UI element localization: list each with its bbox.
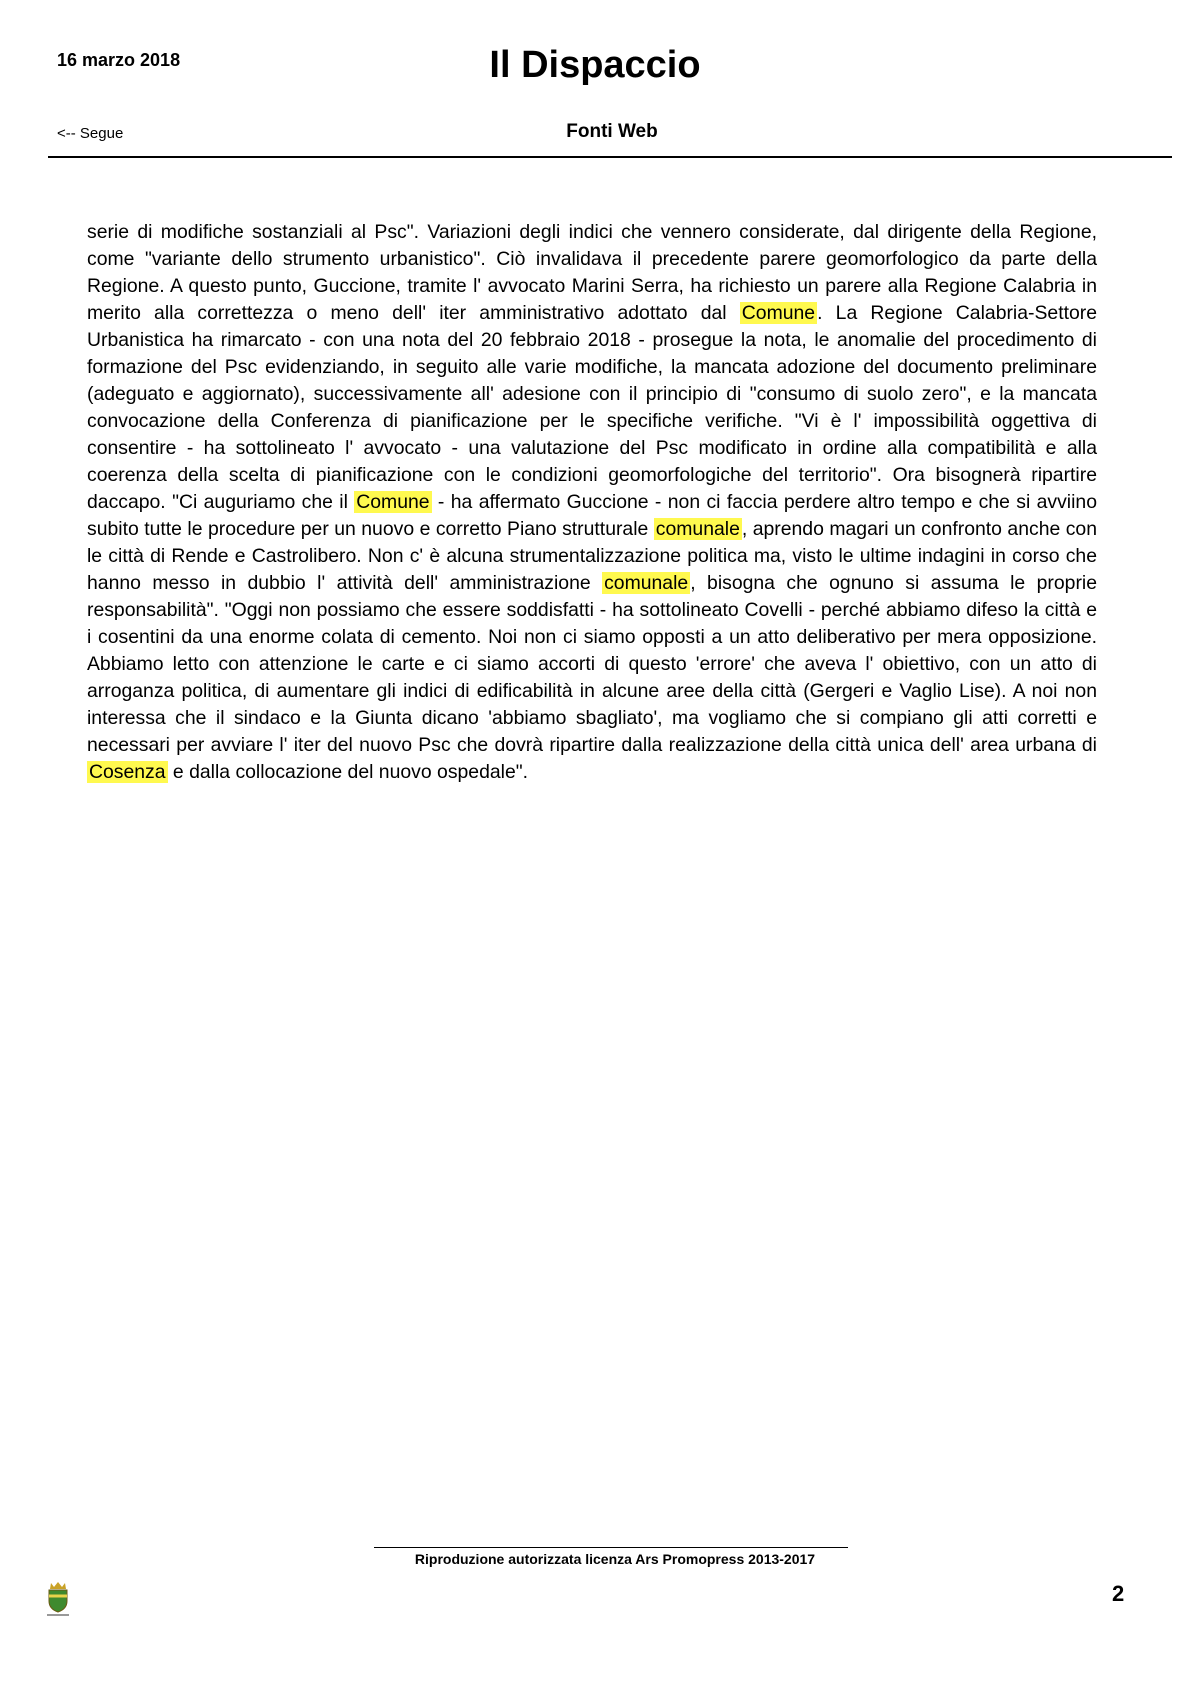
highlighted-keyword: Comune [356, 491, 430, 513]
highlighted-keyword: Comune [741, 302, 816, 324]
header-divider [48, 156, 1172, 158]
article-text: serie di modifiche sostanziali al Psc". Variazioni degli indici che vennero considerate, dal dirigente della Regione, come "variante dello strumento urbanistico". Ciò invalidava il precedente parere geomorfologico da parte della Regione. A questo punto, Guccione, tramite l' avvocato Marini Serra, ha richiesto un parere alla Regione Calabria in merito alla correttezza o meno dell' iter amministrativo adottato dal [87, 221, 1097, 324]
article-text: e dalla collocazione del nuovo ospedale". [167, 761, 529, 783]
page-number: 2 [1112, 1581, 1125, 1606]
article-text: . La Regione Calabria-Settore Urbanistica ha rimarcato - con una nota del 20 febbraio 2018 - prosegue la nota, le anomalie del procedimento di formazione del Psc evidenziando, in seguito alle varie modifiche, la mancata adozione del documento preliminare (adeguato e aggiornato), successivamente all' adesione con il principio di "consumo di suolo zero", e la mancata convocazione della Conferenza di pianificazione per le specifiche verifiche. "Vi è l' impossibilità oggettiva di consentire - ha sottolineato l' avvocato - una valutazione del Psc modificato in ordine alla compatibilità e alla coerenza della scelta di pianificazione con le condizioni geomorfologiche del territorio". Ora bisognerà ripartire daccapo. "Ci auguriamo che il [87, 302, 1097, 513]
municipal-crest-icon [44, 1581, 72, 1617]
article-text: - ha affermato Guccione - non ci faccia perdere altro tempo e che si avviino subito tutte le procedure per un nuovo e corretto Piano strutturale [87, 491, 1097, 540]
article-body [87, 219, 1097, 786]
highlighted-keyword: Cosenza [89, 761, 166, 783]
section-label: Fonti Web [566, 121, 658, 142]
article-text: , bisogna che ognuno si assuma le proprie responsabilità". "Oggi non possiamo che essere soddisfatti - ha sottolineato Covelli - perché abbiamo difeso la città e i cosentini da una enorme colata di cemento. Noi non ci siamo opposti a un atto deliberativo per mera opposizione. Abbiamo letto con attenzione le carte e ci siamo accorti di questo 'errore' che aveva l' obiettivo, con un atto di arroganza politica, di aumentare gli indici di edificabilità in alcune aree della città (Gergeri e Vaglio Lise). A noi non interessa che il sindaco e la Giunta dicano 'abbiamo sbagliato', ma vogliamo che si compiano gli atti corretti e necessari per avviare l' iter del nuovo Psc che dovrà ripartire dalla realizzazione della città unica dell' area urbana di [87, 572, 1098, 756]
highlighted-keyword: comunale [604, 572, 689, 594]
license-notice: Riproduzione autorizzata licenza Ars Promopress 2013-2017 [414, 1551, 816, 1567]
continuation-label: <-- Segue [57, 125, 124, 142]
issue-date: 16 marzo 2018 [57, 50, 181, 70]
highlighted-keyword: comunale [655, 518, 740, 540]
article-text: , aprendo magari un confronto anche con le città di Rende e Castrolibero. Non c' è alcuna strumentalizzazione politica ma, visto le ultime indagini in corso che hanno messo in dubbio l' attività dell' amministrazione [87, 518, 1097, 594]
publication-title: Il Dispaccio [489, 44, 701, 86]
footer-divider [374, 1547, 848, 1548]
